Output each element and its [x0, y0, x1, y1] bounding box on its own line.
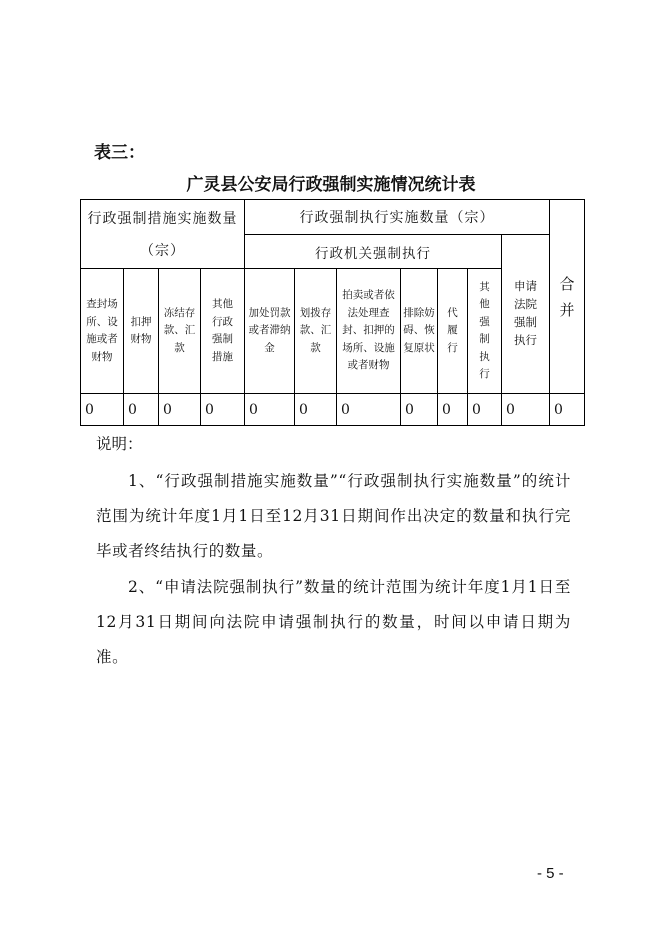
- col-header-remove-obstruction-text: 排除妨碍、恢复原状: [403, 306, 435, 354]
- col-header-seal: [81, 269, 124, 394]
- header-total: [550, 200, 585, 394]
- value-cell: 0: [81, 394, 124, 426]
- col-header-other-execution-text: 其他强制执行: [479, 280, 490, 380]
- col-header-transfer: [295, 269, 337, 394]
- col-header-remove-obstruction: [401, 269, 438, 394]
- value-cell: 0: [438, 394, 468, 426]
- value-cell: 0: [159, 394, 201, 426]
- header-court-text: 申请法院强制执行: [514, 279, 537, 348]
- table-label: 表三：: [94, 143, 145, 163]
- value-cell: 0: [401, 394, 438, 426]
- header-execution: 行政强制执行实施数量（宗）: [245, 200, 550, 235]
- statistics-table: [80, 199, 585, 426]
- col-header-fine-text: 加处罚款或者滞纳金: [248, 306, 291, 354]
- value-cell: 0: [201, 394, 245, 426]
- header-measures-title: 行政强制措施实施数量: [87, 211, 238, 227]
- col-header-other-execution: [468, 269, 502, 394]
- value-cell: 0: [124, 394, 159, 426]
- col-header-seal-text: 查封场所、设施或者财物: [86, 298, 118, 363]
- col-header-seize-text: 扣押财物: [130, 315, 152, 345]
- value-cell: 0: [502, 394, 550, 426]
- notes-heading: 说明：: [96, 435, 143, 453]
- table-title: 广灵县公安局行政强制实施情况统计表: [186, 175, 476, 195]
- col-header-substitute-text: 代履行: [447, 306, 458, 354]
- value-cell: 0: [337, 394, 401, 426]
- col-header-substitute: [438, 269, 468, 394]
- value-cell: 0: [468, 394, 502, 426]
- col-header-freeze-text: 冻结存款、汇款: [163, 306, 196, 354]
- note-paragraph: 2、“申请法院强制执行”数量的统计范围为统计年度1月1日至12月31日期间向法院申请强制执行的数量，时间以申请日期为准。: [96, 578, 571, 666]
- col-header-other-measures: [201, 269, 245, 394]
- value-cell: 0: [550, 394, 585, 426]
- col-header-seize: [124, 269, 159, 394]
- col-header-transfer-text: 划拨存款、汇款: [299, 306, 332, 354]
- header-measures: [81, 200, 245, 269]
- header-court-execution: [502, 235, 550, 394]
- value-cell: 0: [245, 394, 295, 426]
- note-paragraph: 1、“行政强制措施实施数量”“行政强制执行实施数量”的统计范围为统计年度1月1日至12月31日期间作出决定的数量和执行完毕或者终结执行的数量。: [96, 472, 571, 560]
- col-header-auction-text: 拍卖或者依法处理查封、扣押的场所、设施或者财物: [342, 289, 395, 372]
- page-number: - 5 -: [537, 865, 564, 882]
- col-header-auction: [337, 269, 401, 394]
- header-admin-execution: 行政机关强制执行: [245, 235, 502, 269]
- col-header-fine: [245, 269, 295, 394]
- col-header-freeze: [159, 269, 201, 394]
- value-cell: 0: [295, 394, 337, 426]
- header-measures-unit: （宗）: [140, 243, 185, 259]
- col-header-other-measures-text: 其他行政强制措施: [212, 298, 233, 363]
- header-total-text: 合并: [559, 274, 575, 319]
